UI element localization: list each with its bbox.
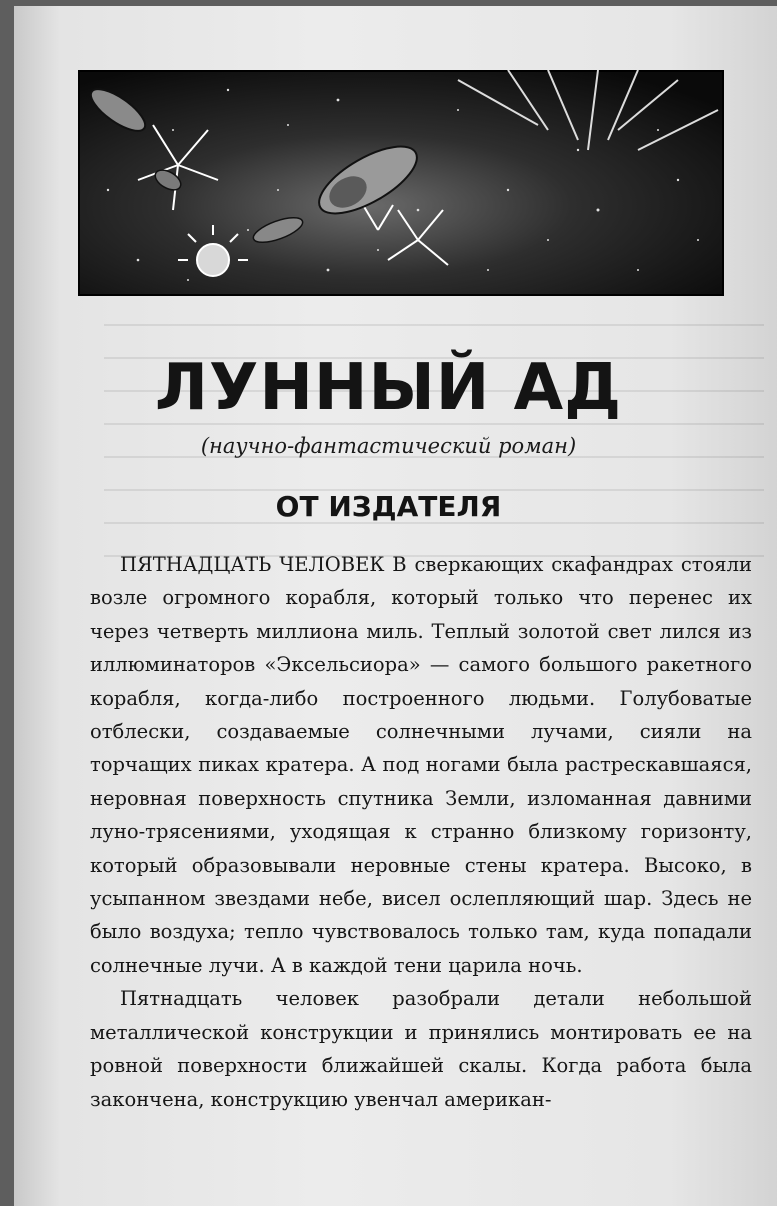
body-text bbox=[90, 548, 752, 1116]
space-illustration bbox=[78, 70, 724, 296]
section-heading: ОТ ИЗДАТЕЛЯ bbox=[275, 490, 502, 523]
paragraph-1: ПЯТНАДЦАТЬ ЧЕЛОВЕК В сверкающих скафандрах стояли возле огромного корабля, который только что перенес их через четверть миллиона миль. Теплый золотой свет лился из иллюминаторов «Эксельсиора» — самого большого ракетного корабля, когда-либо построенного людьми. Голубоватые отблески, создаваемые солнечными лучами, сияли на торчащих пиках кратера. А под ногами была растрескавшаяся, неровная поверхность спутника Земли, изломанная давними луно-трясениями, уходящая к странно близкому горизонту, который образовывали неровные стены кратера. Высоко, в усыпанном звездами небе, висел ослепляющий шар. Здесь не было воздуха; тепло чувствовалось только там, куда попадали солнечные лучи. А в каждой тени царила ночь. bbox=[90, 553, 752, 977]
book-subtitle: (научно-фантастический роман) bbox=[200, 434, 577, 458]
book-title: ЛУННЫЙ АД bbox=[154, 351, 623, 425]
paragraph-2: Пятнадцать человек разобрали детали небольшой металлической конструкции и принялись монтировать ее на ровной поверхности ближайшей скалы. Когда работа была закончена, конструкцию увенчал американ- bbox=[90, 987, 752, 1111]
space-illustration-svg bbox=[78, 70, 724, 296]
